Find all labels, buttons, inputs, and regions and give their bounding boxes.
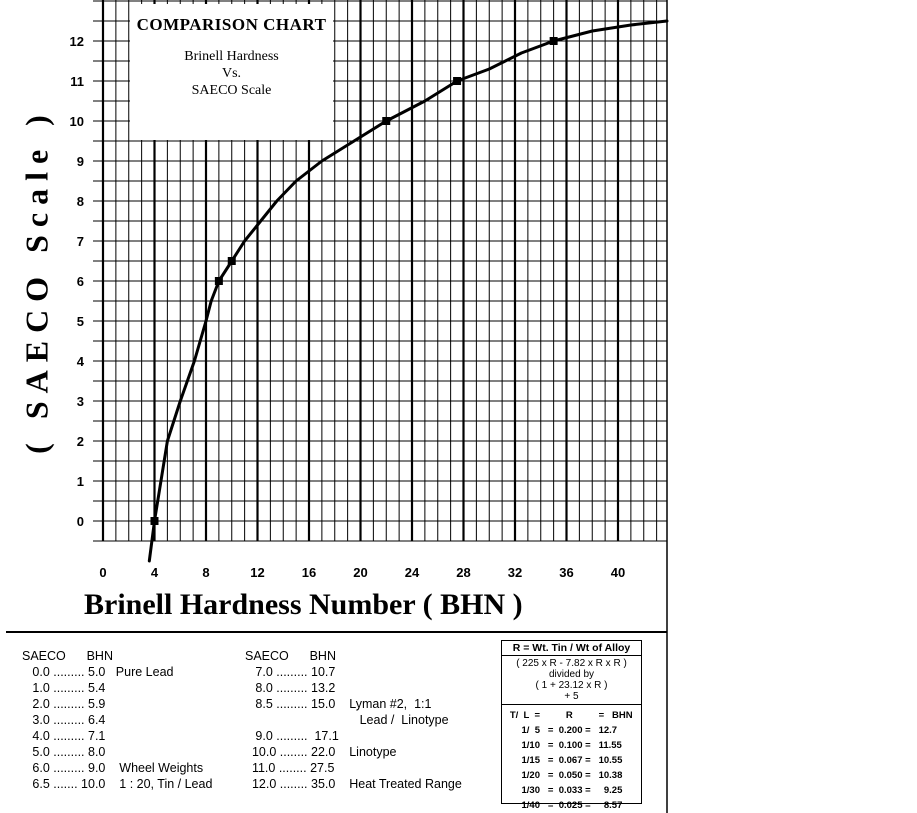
table-row: 3.0 ......... 6.4: [22, 713, 106, 727]
table-row: 6.0 ......... 9.0 Wheel Weights: [22, 761, 204, 775]
table-row: 8.0 ......... 13.2: [245, 681, 336, 695]
chart-subtitle: [130, 48, 333, 99]
tin-lead-row: [502, 783, 641, 798]
r-cell: = 0.033 =: [547, 785, 591, 796]
subtitle-line-2: Vs.: [221, 66, 242, 81]
header-ratio: T/ L =: [509, 710, 540, 721]
r-definition: R = Wt. Tin / Wt of Alloy: [502, 641, 641, 656]
data-point: [228, 257, 236, 265]
y-tick-label: 2: [76, 434, 84, 449]
y-tick-label: 10: [69, 114, 84, 129]
table-row: 9.0 ......... 17.1: [245, 729, 339, 743]
table-header: SAECO BHN: [22, 649, 113, 663]
tin-lead-row: [502, 723, 641, 738]
bhn-cell: 11.55: [598, 740, 622, 751]
table-row: 10.0 ........ 22.0 Linotype: [245, 745, 397, 759]
x-tick-label: 0: [99, 565, 107, 580]
y-tick-label: 8: [76, 194, 84, 209]
table-row: 7.0 ......... 10.7: [245, 665, 336, 679]
formula-line: ( 1 + 23.12 x R ): [535, 680, 608, 691]
y-tick-label: 12: [69, 34, 84, 49]
table-row: 11.0 ........ 27.5: [245, 761, 335, 775]
y-tick-label: 9: [76, 154, 84, 169]
ratio-cell: 1/15: [521, 755, 540, 766]
x-tick-label: 28: [456, 565, 471, 580]
data-point: [550, 37, 558, 45]
ratio-cell: 1/40: [521, 800, 540, 811]
bhn-cell: 12.7: [598, 725, 618, 736]
saeco-bhn-table-right: [245, 648, 462, 792]
formula-line: + 5: [564, 691, 579, 702]
r-cell: = 0.025 =: [547, 800, 591, 811]
alloy-formula-box: [501, 640, 642, 811]
tin-lead-row: [502, 738, 641, 753]
y-axis-label: ( SAECO Scale ): [18, 107, 55, 454]
ratio-cell: 1/30: [521, 785, 540, 796]
formula-line: ( 225 x R - 7.82 x R x R ): [516, 658, 627, 669]
formula-line: divided by: [548, 669, 595, 680]
x-tick-label: 40: [610, 565, 626, 580]
x-tick-label: 12: [250, 565, 265, 580]
x-tick-label: 20: [353, 565, 368, 580]
table-row: Lead / Linotype: [245, 713, 449, 727]
table-row: 1.0 ......... 5.4: [22, 681, 106, 695]
y-tick-label: 6: [76, 274, 84, 289]
table-row: 2.0 ......... 5.9: [22, 697, 106, 711]
r-cell: = 0.100 =: [547, 740, 591, 751]
r-cell: = 0.067 =: [547, 755, 591, 766]
ratio-cell: 1/ 5: [521, 725, 540, 736]
table-row: 8.5 ......... 15.0 Lyman #2, 1:1: [245, 697, 432, 711]
x-tick-label: 16: [301, 565, 317, 580]
y-tick-label: 5: [76, 314, 84, 329]
x-tick-label: 32: [507, 565, 523, 580]
y-tick-label: 1: [76, 474, 84, 489]
x-tick-label: 4: [150, 565, 159, 580]
tin-lead-header: [502, 708, 641, 723]
ratio-cell: 1/10: [521, 740, 540, 751]
table-row: 4.0 ......... 7.1: [22, 729, 106, 743]
header-r: R: [565, 710, 573, 721]
data-point: [215, 277, 223, 285]
header-bhn: = BHN: [598, 710, 633, 721]
bhn-cell: 10.55: [598, 755, 623, 766]
ratio-cell: 1/20: [521, 770, 540, 781]
data-point: [151, 517, 159, 525]
tin-lead-table: [502, 708, 641, 813]
x-axis-label: Brinell Hardness Number ( BHN ): [84, 588, 523, 621]
tin-lead-row: [502, 798, 641, 813]
chart-title-box: [130, 4, 333, 140]
r-cell: = 0.050 =: [547, 770, 591, 781]
tin-lead-row: [502, 768, 641, 783]
x-tick-label: 24: [404, 565, 420, 580]
subtitle-line-1: Brinell Hardness: [184, 49, 279, 64]
bhn-cell: 9.25: [598, 785, 623, 796]
bhn-cell: 10.38: [598, 770, 623, 781]
data-point: [453, 77, 461, 85]
y-tick-label: 0: [76, 514, 84, 529]
data-point: [382, 117, 390, 125]
chart-title: COMPARISON CHART: [136, 15, 327, 34]
table-row: 5.0 ......... 8.0: [22, 745, 106, 759]
y-tick-label: 11: [70, 74, 84, 89]
table-row: 6.5 ....... 10.0 1 : 20, Tin / Lead: [22, 777, 213, 791]
x-tick-label: 8: [202, 565, 210, 580]
table-header: SAECO BHN: [245, 649, 336, 663]
table-row: 0.0 ......... 5.0 Pure Lead: [22, 665, 174, 679]
saeco-bhn-table-left: [22, 648, 212, 792]
y-tick-label: 4: [76, 354, 84, 369]
x-tick-label: 36: [559, 565, 574, 580]
r-cell: = 0.200 =: [547, 725, 591, 736]
y-tick-label: 3: [76, 394, 84, 409]
subtitle-line-3: SAECO Scale: [191, 83, 272, 98]
formula-expression: [502, 656, 641, 705]
tin-lead-row: [502, 753, 641, 768]
y-tick-label: 7: [76, 234, 84, 249]
bhn-cell: 8.57: [598, 800, 623, 811]
table-row: 12.0 ........ 35.0 Heat Treated Range: [245, 777, 462, 791]
